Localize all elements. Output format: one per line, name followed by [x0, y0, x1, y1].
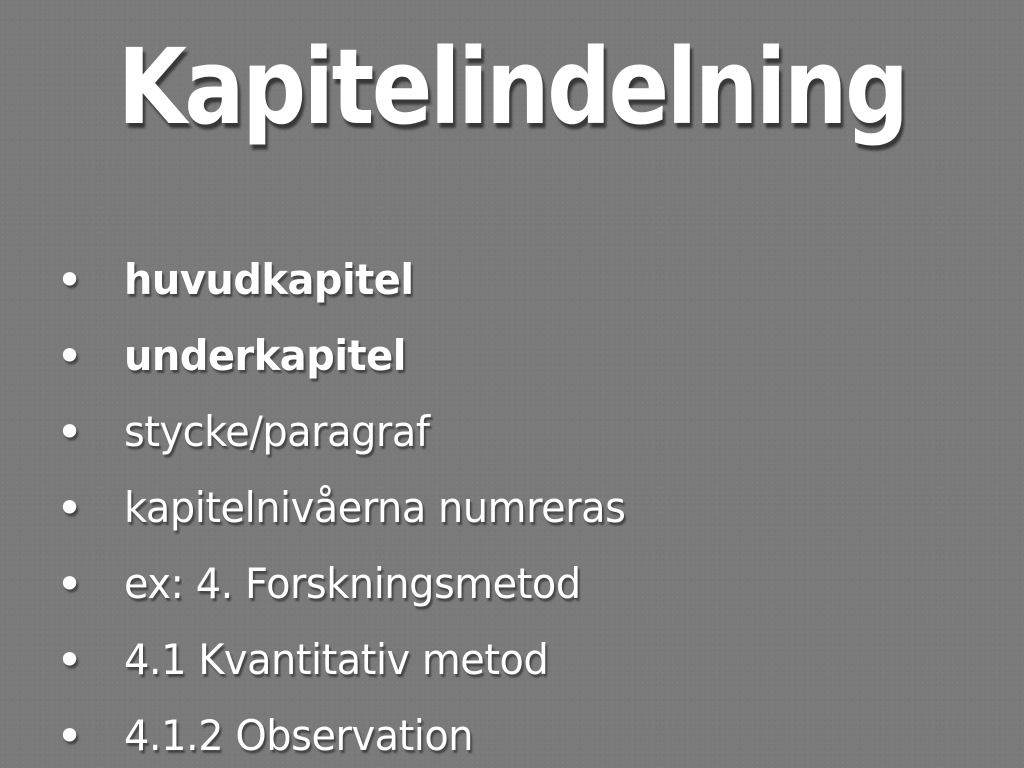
bullet-dot-icon: • [56, 709, 84, 763]
bullet-dot-icon: • [56, 481, 84, 535]
bullet-text: kapitelnivåerna numreras [124, 483, 626, 532]
bullet-item [56, 622, 652, 698]
bullet-item [56, 698, 652, 768]
bullet-item [56, 318, 652, 394]
bullet-item [56, 470, 652, 546]
bullet-text: 4.1 Kvantitativ metod [124, 635, 549, 684]
bullet-text: stycke/paragraf [124, 407, 430, 456]
slide-title: Kapitelindelning [117, 26, 907, 148]
bullet-text: ex: 4. Forskningsmetod [124, 559, 581, 608]
bullet-text: underkapitel [124, 331, 406, 380]
bullet-list [56, 242, 652, 768]
bullet-dot-icon: • [56, 329, 84, 383]
bullet-dot-icon: • [56, 253, 84, 307]
bullet-item [56, 394, 652, 470]
bullet-dot-icon: • [56, 405, 84, 459]
bullet-item [56, 242, 652, 318]
bullet-dot-icon: • [56, 633, 84, 687]
bullet-item [56, 546, 652, 622]
bullet-text: 4.1.2 Observation [124, 711, 474, 760]
bullet-text: huvudkapitel [124, 255, 414, 304]
bullet-dot-icon: • [56, 557, 84, 611]
